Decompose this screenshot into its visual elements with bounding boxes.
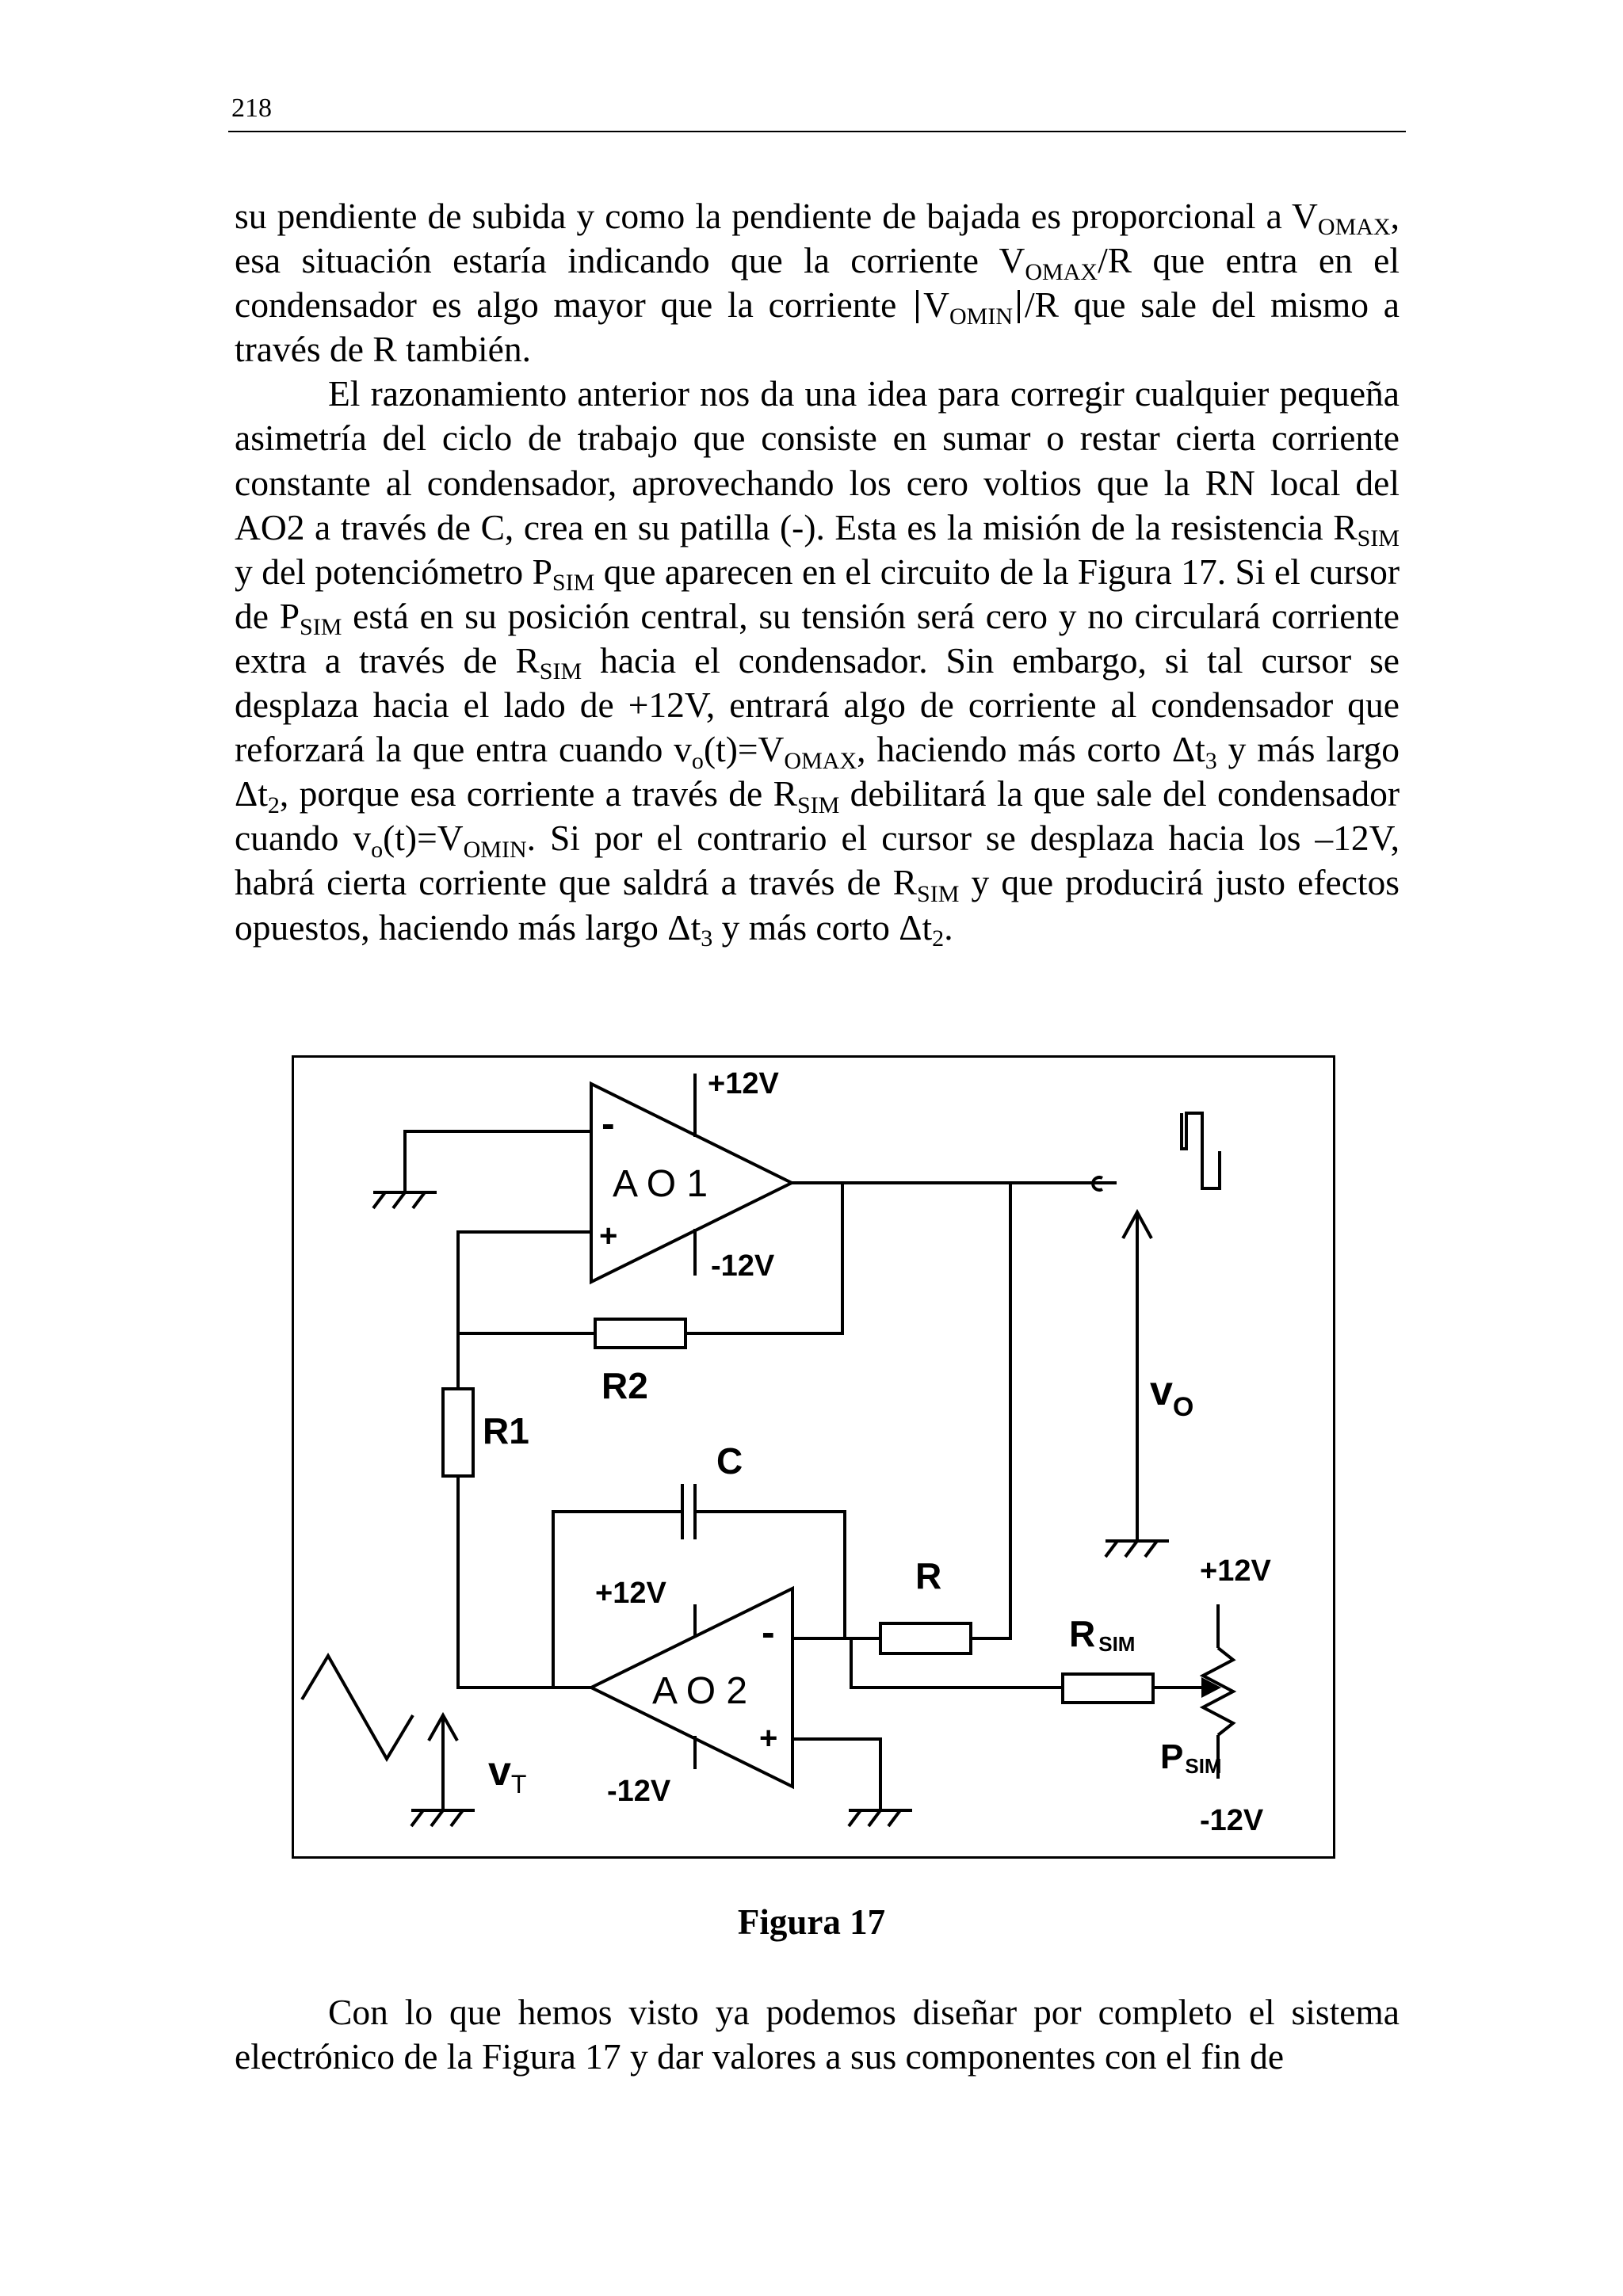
pot-vminus-label: -12V <box>1200 1804 1264 1837</box>
c-label: C <box>716 1440 743 1482</box>
figure-17-frame <box>292 1055 1335 1859</box>
r1-bottom-wire <box>458 1476 591 1688</box>
header-rule <box>228 131 1406 132</box>
p2-sub: 3 <box>1205 747 1217 774</box>
ao1-minus-ground-wire <box>405 1131 591 1192</box>
p2-text: . Si por el contrario el cursor se desplaza hacia los –12V, habrá cierta corriente que saldrá a través de R <box>235 818 1400 903</box>
absolute-value-bar <box>1018 290 1020 323</box>
ao2-plus-label: + <box>759 1721 778 1756</box>
p2-sub: 2 <box>267 791 280 818</box>
p2-sub: SIM <box>300 614 342 641</box>
psim-label: PSIM <box>1160 1737 1222 1778</box>
vt-label: vT <box>488 1749 527 1798</box>
p2-text: . <box>944 906 953 948</box>
p2-text: hacia el condensador. Sin embargo, si tal cursor se desplaza hacia el lado de +12V, entrará algo de corriente al condensador que reforzará la que entra cuando v <box>235 639 1400 770</box>
p1-text: /R que sale del <box>1025 284 1256 326</box>
p2-text: , porque esa corriente a través de R <box>279 773 797 814</box>
p2-text: , haciendo más corto Δt <box>857 729 1205 770</box>
ground-symbol-4 <box>849 1810 912 1826</box>
p2-sub: o <box>691 747 704 774</box>
r1-resistor <box>443 1389 473 1476</box>
ao2-label: A O 2 <box>652 1670 748 1712</box>
p2-sub: 3 <box>701 925 713 952</box>
ao1-plus-label: + <box>599 1219 618 1253</box>
ground-symbol-3 <box>411 1810 475 1826</box>
p2-sub: SIM <box>796 791 840 818</box>
rsim-label: RSIM <box>1069 1613 1136 1656</box>
p2-sub: SIM <box>539 658 582 685</box>
p1-line1: su pendiente de subida y como la pendiente de bajada es proporcional a <box>235 196 1282 236</box>
p2-text: y más corto Δt <box>712 906 933 948</box>
p2-text: (t)=V <box>383 818 464 859</box>
p2-text: (t)=V <box>703 729 785 770</box>
p1-text: en el condensador es algo mayor que la corriente <box>235 240 1400 326</box>
p1-sub: OMAX <box>1025 258 1098 285</box>
vo-label: $v_O$ <box>1150 1368 1194 1422</box>
ao1-vminus-label: -12V <box>711 1249 775 1283</box>
body-text-bottom <box>235 1990 1400 2079</box>
ao2-vminus-label: -12V <box>607 1775 671 1808</box>
ao1-vplus-label: +12V <box>708 1067 779 1100</box>
square-wave-icon <box>1182 1113 1220 1188</box>
r-to-output-wire <box>971 1183 1010 1638</box>
p1-line4: mismo a través de R también. <box>235 284 1400 370</box>
p2-text: y más largo Δt <box>235 729 1400 814</box>
paragraph-2 <box>235 372 1400 952</box>
p2-text: El razonamiento anterior nos da una idea para corregir cualquier pequeña asimetría del ciclo de trabajo que consiste en sumar o restar cierta corriente constante al condensador, aprovechando los cero voltios que la RN local del AO2 a través de C, crea en su patilla (-). Esta es la misión de la resistencia R <box>235 373 1400 547</box>
rsim-resistor <box>1063 1674 1153 1703</box>
absolute-value-bar <box>916 290 918 323</box>
p2-sub: SIM <box>917 880 960 907</box>
p2-sub: 2 <box>932 925 945 952</box>
paragraph-1 <box>235 194 1400 372</box>
paragraph-3: Con lo que hemos visto ya podemos diseñar por completo el sistema electrónico de la Figura 17 y dar valores a sus componentes con el fin de <box>235 1992 1400 2077</box>
p2-text: y del potenciómetro P <box>235 551 552 592</box>
r-label: R <box>915 1555 942 1596</box>
p2-sub: SIM <box>552 570 595 597</box>
ao2-minus-label: - <box>762 1610 775 1654</box>
r-resistor <box>880 1623 971 1653</box>
p1-sub: OMIN <box>949 303 1013 330</box>
ao2-plus-ground-wire <box>792 1739 880 1810</box>
p1-sub: OMAX <box>1317 214 1391 241</box>
page-number: 218 <box>231 93 272 123</box>
p1-text: /R que entra <box>1098 240 1298 281</box>
p2-sub: SIM <box>1357 525 1400 552</box>
p2-text: que aparecen en el circuito de la Figura 17. Si el cursor de P <box>235 551 1400 636</box>
rsim-wire <box>851 1638 1063 1688</box>
p1-text: V <box>923 284 949 326</box>
p1-text: V <box>1292 196 1318 236</box>
body-text-top <box>235 194 1400 950</box>
figure-caption: Figura 17 <box>737 1902 886 1942</box>
pot-vplus-label: +12V <box>1200 1554 1271 1588</box>
triangle-wave-icon <box>302 1656 413 1759</box>
p2-sub: o <box>371 836 384 863</box>
p2-text: está en su posición central, su tensión será cero y no circulará corriente extra a través de R <box>235 595 1400 681</box>
r2-resistor <box>595 1319 685 1348</box>
p2-sub: OMIN <box>463 836 527 863</box>
circuit-diagram <box>294 1058 1338 1861</box>
p2-text: y que producirá justo efectos opuestos, haciendo más largo Δt <box>235 862 1400 948</box>
ao1-label: A O 1 <box>613 1163 708 1205</box>
p2-text: debilitará la que sale del condensador cuando v <box>235 773 1400 859</box>
p1-text: , esa situación estaría indicando que la corriente V <box>235 196 1400 281</box>
ground-symbol-2 <box>1106 1541 1169 1557</box>
p2-sub: OMAX <box>784 747 857 774</box>
r2-label: R2 <box>601 1365 648 1406</box>
ao1-plus-feedback-wire <box>458 1232 591 1389</box>
ground-symbol-1 <box>373 1192 437 1208</box>
ao1-minus-label: - <box>601 1101 615 1146</box>
ao2-vplus-label: +12V <box>595 1577 666 1610</box>
r1-label: R1 <box>483 1410 529 1451</box>
